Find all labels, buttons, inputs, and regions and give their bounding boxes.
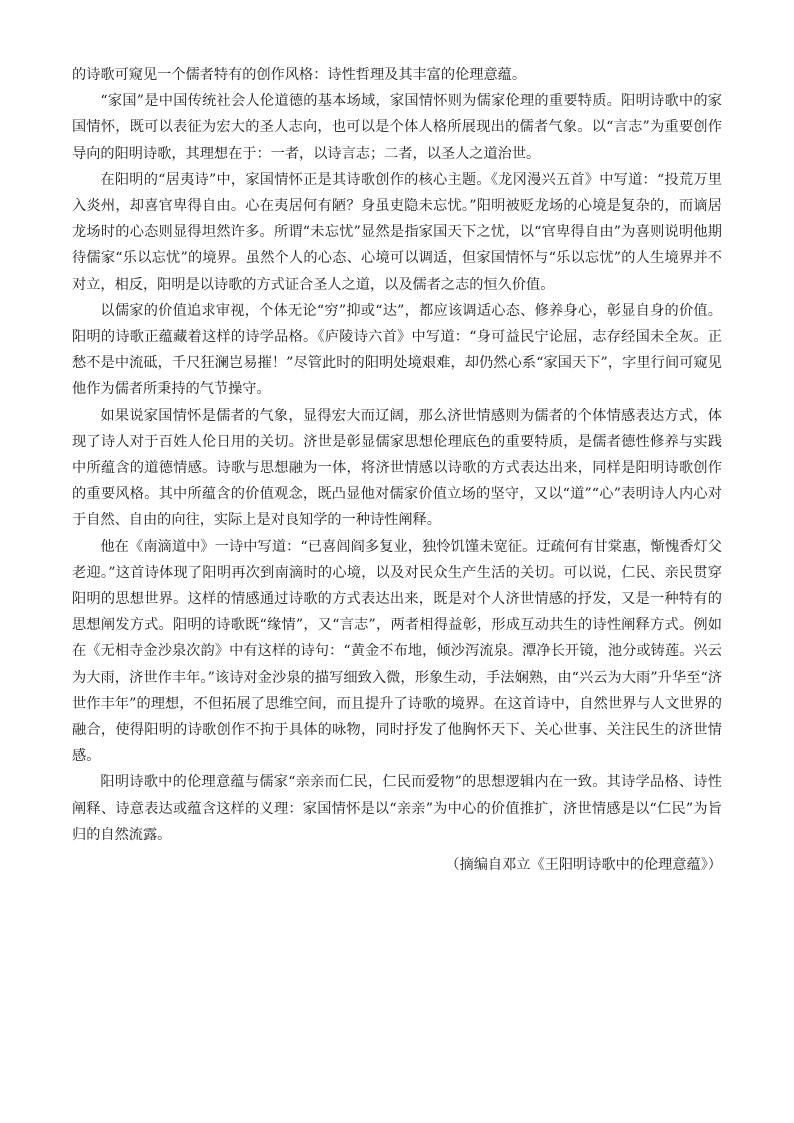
paragraph-yiju-poems: 在阳明的“居夷诗”中，家国情怀正是其诗歌创作的核心主题。《龙冈漫兴五首》中写道：“投荒万里入炎州，却喜官卑得自由。心在夷居何有陋？身虽吏隐未忘忧。”阳明被贬龙场的心境是复杂的，而谪居龙场时的心态则显得坦然许多。所谓“未忘忧”显然是指家国天下之忧，以“官卑得自由”为喜则说明他期待儒家“乐以忘忧”的境界。虽然个人的心态、心境可以调适，但家国情怀与“乐以忘忧”的人生境界并不对立，相反，阳明是以诗歌的方式证合圣人之道，以及儒者之志的恒久价值。 (72, 171, 722, 293)
article (72, 62, 722, 878)
paragraph-world-saving: 如果说家国情怀是儒者的气象，显得宏大而辽阔，那么济世情感则为儒者的个体情感表达方式，体现了诗人对于百姓人伦日用的关切。济世是彰显儒家思想伦理底色的重要特质，是儒者德性修养与实践中所蕴含的道德情感。诗歌与思想融为一体，将济世情感以诗歌的方式表达出来，同样是阳明诗歌创作的重要风格。其中所蕴含的价值观念，既凸显他对儒家价值立场的坚守，又以“道”“心”表明诗人内心对于自然、自由的向往，实际上是对良知学的一种诗性阐释。 (72, 407, 722, 529)
paragraph-continuation: 的诗歌可窥见一个儒者特有的创作风格：诗性哲理及其丰富的伦理意蕴。 (72, 67, 527, 83)
source-citation: （摘编自邓立《王阳明诗歌中的伦理意蕴》） (445, 857, 722, 874)
paragraph-nanzhe-poem: 他在《南滴道中》一诗中写道：“已喜闾阎多复业，独怜饥馑未宽征。迂疏何有甘棠惠，惭愧香灯父老迎。”这首诗体现了阳明再次到南滴时的心境，以及对民众生产生活的关切。可以说，仁民、亲民贯穿阳明的思想世界。这样的情感通过诗歌的方式表达出来，既是对个人济世情感的抒发，又是一种特有的思想阐发方式。阳明的诗歌既“缘情”，又“言志”，两者相得益彰，形成互动共生的诗性阐释方式。例如在《无相寺金沙泉次韵》中有这样的诗句：“黄金不布地，倾沙泻流泉。潭净长开镜，池分或铸莲。兴云为大雨，济世作丰年。”该诗对金沙泉的描写细致入微，形象生动，手法娴熟，由“兴云为大雨”升华至“济世作丰年”的理想，不但拓展了思维空间，而且提升了诗歌的境界。在这首诗中，自然世界与人文世界的融合，使得阳明的诗歌创作不拘于具体的咏物，同时抒发了他胸怀天下、关心世事、关注民生的济世情感。 (72, 538, 722, 765)
paragraph-family-nation: “家国”是中国传统社会人伦道德的基本场域，家国情怀则为儒家伦理的重要特质。阳明诗歌中的家国情怀，既可以表征为宏大的圣人志向，也可以是个体人格所展现出的儒者气象。以“言志”为重要创作导向的阳明诗歌，其理想在于：一者，以诗言志；二者，以圣人之道治世。 (72, 93, 722, 162)
paragraph-confucian-values: 以儒家的价值追求审视，个体无论“穷”抑或“达”，都应该调适心态、修养身心，彰显自身的价值。阳明的诗歌正蕴藏着这样的诗学品格。《庐陵诗六首》中写道：“身可益民宁论屈，志存经国未全灰。正愁不是中流砥，千尺狂澜岂易摧！”尽管此时的阳明处境艰难，却仍然心系“家国天下”，字里行间可窥见他作为儒者所秉持的气节操守。 (72, 302, 722, 398)
paragraph-conclusion: 阳明诗歌中的伦理意蕴与儒家“亲亲而仁民，仁民而爱物”的思想逻辑内在一致。其诗学品格、诗性阐释、诗意表达或蕴含这样的义理：家国情怀是以“亲亲”为中心的价值推扩，济世情感是以“仁民”为旨归的自然流露。 (72, 774, 722, 843)
